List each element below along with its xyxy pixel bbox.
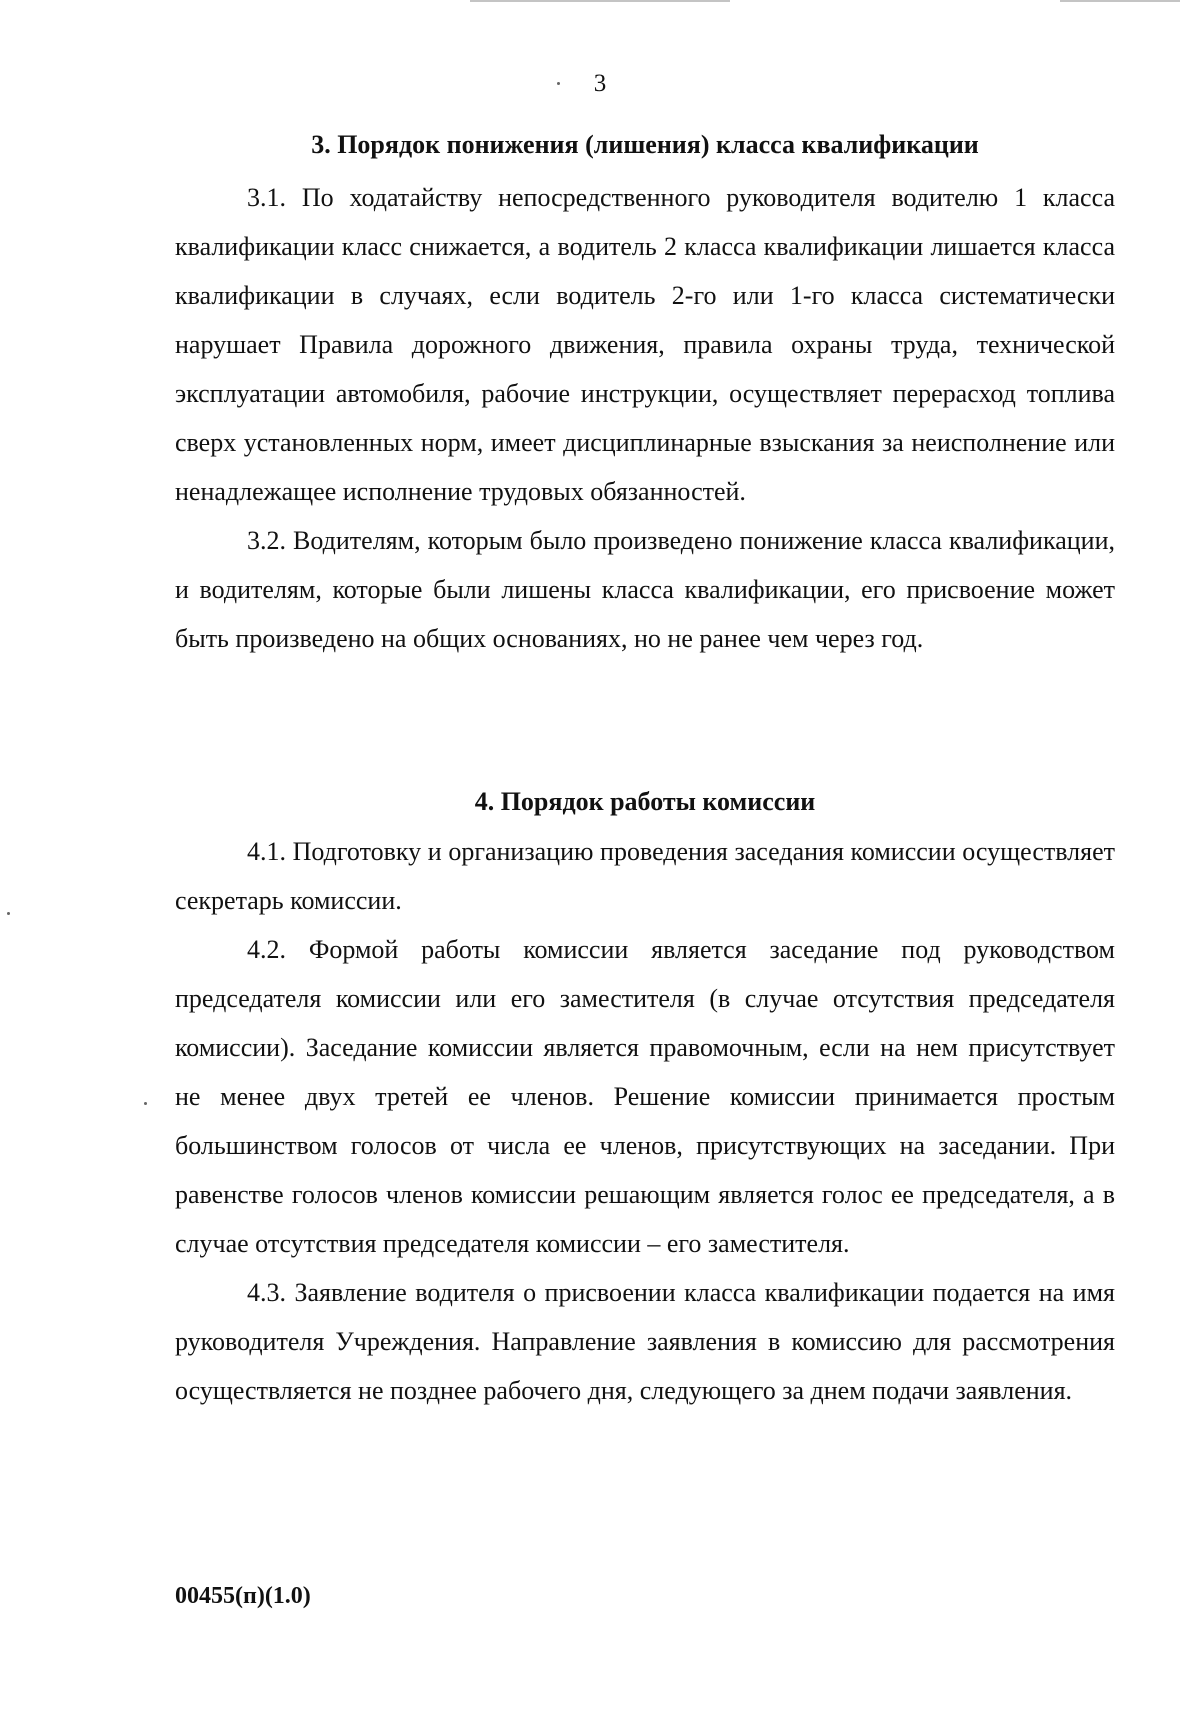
section-4-heading: 4. Порядок работы комиссии: [474, 787, 816, 816]
paragraph-4-3: 4.3. Заявление водителя о присвоении класса квалификации подается на имя руководителя Учреждения. Направление заявления в комиссию для рассмотрения осуществляется не позднее рабочего дня, следующего за днем подачи заявления.: [175, 1278, 1115, 1405]
section-3-heading: 3. Порядок понижения (лишения) класса квалификации: [311, 130, 979, 159]
section-4-body: [175, 827, 1115, 1415]
scan-artifact-line: [470, 0, 730, 2]
paragraph-3-1: 3.1. По ходатайству непосредственного руководителя водителю 1 класса квалификации класс снижается, а водитель 2 класса квалификации лишается класса квалификации в случаях, если водитель 2-го или 1-го класса систематически нарушает Правила дорожного движения, правила охраны труда, технической эксплуатации автомобиля, рабочие инструкции, осуществляет перерасход топлива сверх установленных норм, имеет дисциплинарные взыскания за неисполнение или ненадлежащее исполнение трудовых обязанностей.: [175, 183, 1115, 506]
scan-speck: [7, 912, 10, 915]
document-code: 00455(п)(1.0): [175, 1583, 311, 1609]
section-3-body: [175, 173, 1115, 663]
page-number: 3: [593, 70, 607, 97]
paragraph-4-1: 4.1. Подготовку и организацию проведения заседания комиссии осуществляет секретарь комиссии.: [175, 837, 1115, 915]
paragraph-3-2: 3.2. Водителям, которым было произведено понижение класса квалификации, и водителям, которые были лишены класса квалификации, его присвоение может быть произведено на общих основаниях, но не ранее чем через год.: [175, 526, 1115, 653]
paragraph-4-2: 4.2. Формой работы комиссии является заседание под руководством председателя комиссии или его заместителя (в случае отсутствия председателя комиссии). Заседание комиссии является правомочным, если на нем присутствует не менее двух третей ее членов. Решение комиссии принимается простым большинством голосов от числа ее членов, присутствующих на заседании. При равенстве голосов членов комиссии решающим является голос ее председателя, а в случае отсутствия председателя комиссии – его заместителя.: [175, 935, 1115, 1258]
scan-speck: [144, 1102, 147, 1105]
scan-artifact-line: [1060, 0, 1180, 2]
